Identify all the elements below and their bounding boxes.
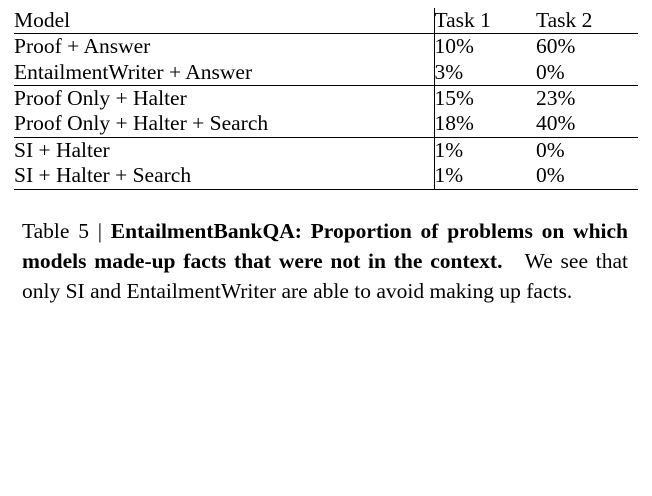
row-task2-value: 23%: [536, 86, 576, 111]
row-task1-value: 1%: [434, 163, 536, 189]
row-model-label: Proof Only + Halter + Search: [14, 111, 434, 137]
row-model-label: SI + Halter: [14, 137, 110, 162]
column-header-model: Model: [14, 8, 434, 34]
caption-rest-text: We see that only SI and EntailmentWriter are able to avoid making up facts.: [22, 248, 629, 303]
row-task2-value: 40%: [536, 111, 638, 137]
row-model-label: Proof Only + Halter: [14, 86, 187, 111]
row-task1-value: 15%: [434, 86, 536, 112]
table-row: [14, 86, 638, 112]
table-row: [14, 111, 638, 137]
row-model-label: SI + Halter + Search: [14, 163, 434, 189]
results-table: [14, 8, 638, 190]
row-task2-value: 0%: [536, 163, 638, 189]
table-row: [14, 163, 638, 189]
column-header-task2: Task 2: [536, 8, 638, 34]
row-task2-value: 60%: [536, 34, 576, 59]
row-task2-value: 0%: [536, 137, 565, 162]
table-caption: [14, 216, 638, 306]
row-task1-value: 10%: [434, 34, 536, 60]
table-header-row: [14, 8, 638, 34]
row-task1-value: 1%: [434, 137, 536, 163]
row-model-label: Proof + Answer: [14, 34, 151, 59]
row-task1-value: 3%: [434, 60, 536, 86]
row-task1-value: 18%: [434, 111, 536, 137]
row-task2-value: 0%: [536, 60, 638, 86]
table-row: [14, 137, 638, 163]
caption-label: Table 5 |: [22, 218, 103, 243]
row-model-label: EntailmentWriter + Answer: [14, 60, 434, 86]
column-header-task1: Task 1: [434, 8, 536, 34]
table-row: [14, 60, 638, 86]
caption-bold-text: EntailmentBankQA: Proportion of problems on which models made-up facts that were not in the context.: [22, 218, 629, 273]
table-row: [14, 34, 638, 60]
